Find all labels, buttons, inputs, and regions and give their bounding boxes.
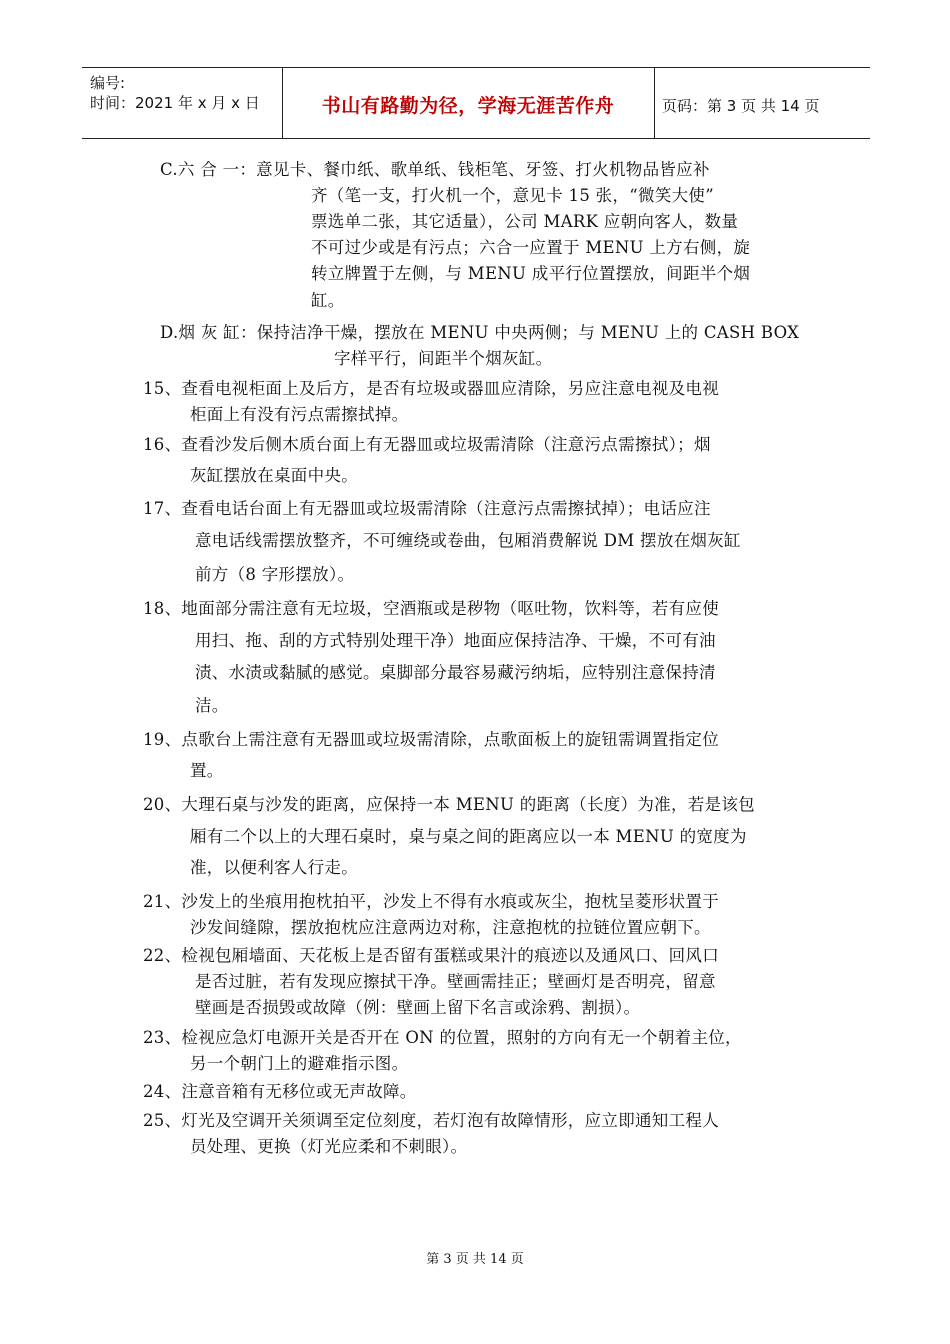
body-line: 19、点歌台上需注意有无器皿或垃圾需清除，点歌面板上的旋钮需调置指定位 bbox=[143, 730, 719, 749]
body-line: 沙发间缝隙，摆放抱枕应注意两边对称，注意抱枕的拉链位置应朝下。 bbox=[190, 918, 711, 937]
body-line: 18、地面部分需注意有无垃圾，空酒瓶或是秽物（呕吐物，饮料等，若有应使 bbox=[143, 599, 719, 618]
body-line: 不可过少或是有污点；六合一应置于 MENU 上方右侧，旋 bbox=[311, 238, 751, 257]
body-line: D.烟 灰 缸：保持洁净干燥，摆放在 MENU 中央两侧；与 MENU 上的 CASH BOX bbox=[160, 323, 800, 342]
body-line: 22、检视包厢墙面、天花板上是否留有蛋糕或果汁的痕迹以及通风口、回风口 bbox=[143, 946, 719, 965]
body-line: 25、灯光及空调开关须调至定位刻度，若灯泡有故障情形，应立即通知工程人 bbox=[143, 1111, 719, 1130]
body-line: 前方（8 字形摆放）。 bbox=[195, 565, 355, 584]
body-line: 齐（笔一支，打火机一个，意见卡 15 张，“微笑大使” bbox=[311, 186, 714, 205]
body-line: 渍、水渍或黏腻的感觉。桌脚部分最容易藏污纳垢，应特别注意保持清 bbox=[195, 663, 716, 682]
body-line: C.六 合 一：意见卡、餐巾纸、歌单纸、钱柜笔、牙签、打火机物品皆应补 bbox=[160, 160, 710, 179]
body-line: 洁。 bbox=[195, 696, 229, 715]
date-label: 时间：2021 年 x 月 x 日 bbox=[90, 94, 260, 112]
body-line: 柜面上有没有污点需擦拭掉。 bbox=[190, 405, 409, 424]
body-line: 用扫、拖、刮的方式特别处理干净）地面应保持洁净、干燥，不可有油 bbox=[195, 631, 716, 650]
motto-text: 书山有路勤为径，学海无涯苦作舟 bbox=[321, 95, 615, 117]
body-line: 员处理、更换（灯光应柔和不刺眼）。 bbox=[190, 1137, 468, 1156]
body-line: 壁画是否损毁或故障（例：壁画上留下名言或涂鸦、割损）。 bbox=[195, 998, 641, 1017]
body-line: 准，以便利客人行走。 bbox=[190, 858, 358, 877]
body-line: 缸。 bbox=[311, 291, 345, 310]
header-info-cell bbox=[82, 68, 283, 138]
body-line: 另一个朝门上的避难指示图。 bbox=[190, 1054, 409, 1073]
body-line: 厢有二个以上的大理石桌时，桌与桌之间的距离应以一本 MENU 的宽度为 bbox=[190, 827, 747, 846]
body-line: 转立牌置于左侧，与 MENU 成平行位置摆放，间距半个烟 bbox=[311, 264, 751, 283]
body-line: 23、检视应急灯电源开关是否开在 ON 的位置，照射的方向有无一个朝着主位， bbox=[143, 1028, 742, 1047]
body-line: 字样平行，间距半个烟灰缸。 bbox=[334, 349, 553, 368]
body-line: 是否过脏，若有发现应擦拭干净。壁画需挂正；壁画灯是否明亮，留意 bbox=[195, 972, 716, 991]
body-line: 20、大理石桌与沙发的距离，应保持一本 MENU 的距离（长度）为准，若是该包 bbox=[143, 795, 755, 814]
page-code: 页码：第 3 页 共 14 页 bbox=[662, 97, 820, 115]
serial-number-label: 编号: bbox=[90, 74, 126, 92]
page-footer: 第 3 页 共 14 页 bbox=[426, 1252, 524, 1267]
body-line: 15、查看电视柜面上及后方，是否有垃圾或器皿应清除，另应注意电视及电视 bbox=[143, 379, 719, 398]
body-line: 17、查看电话台面上有无器皿或垃圾需清除（注意污点需擦拭掉）；电话应注 bbox=[143, 499, 711, 518]
body-line: 置。 bbox=[190, 761, 224, 780]
document-header bbox=[82, 67, 870, 139]
body-line: 21、沙发上的坐痕用抱枕拍平，沙发上不得有水痕或灰尘，抱枕呈菱形状置于 bbox=[143, 892, 719, 911]
body-line: 灰缸摆放在桌面中央。 bbox=[190, 466, 358, 485]
header-motto-cell bbox=[282, 68, 655, 138]
body-line: 意电话线需摆放整齐，不可缠绕或卷曲，包厢消费解说 DM 摆放在烟灰缸 bbox=[195, 531, 741, 550]
body-line: 票选单二张，其它适量），公司 MARK 应朝向客人，数量 bbox=[311, 212, 739, 231]
body-line: 16、查看沙发后侧木质台面上有无器皿或垃圾需清除（注意污点需擦拭）；烟 bbox=[143, 435, 711, 454]
header-page-cell bbox=[654, 68, 870, 138]
body-line: 24、注意音箱有无移位或无声故障。 bbox=[143, 1082, 417, 1101]
